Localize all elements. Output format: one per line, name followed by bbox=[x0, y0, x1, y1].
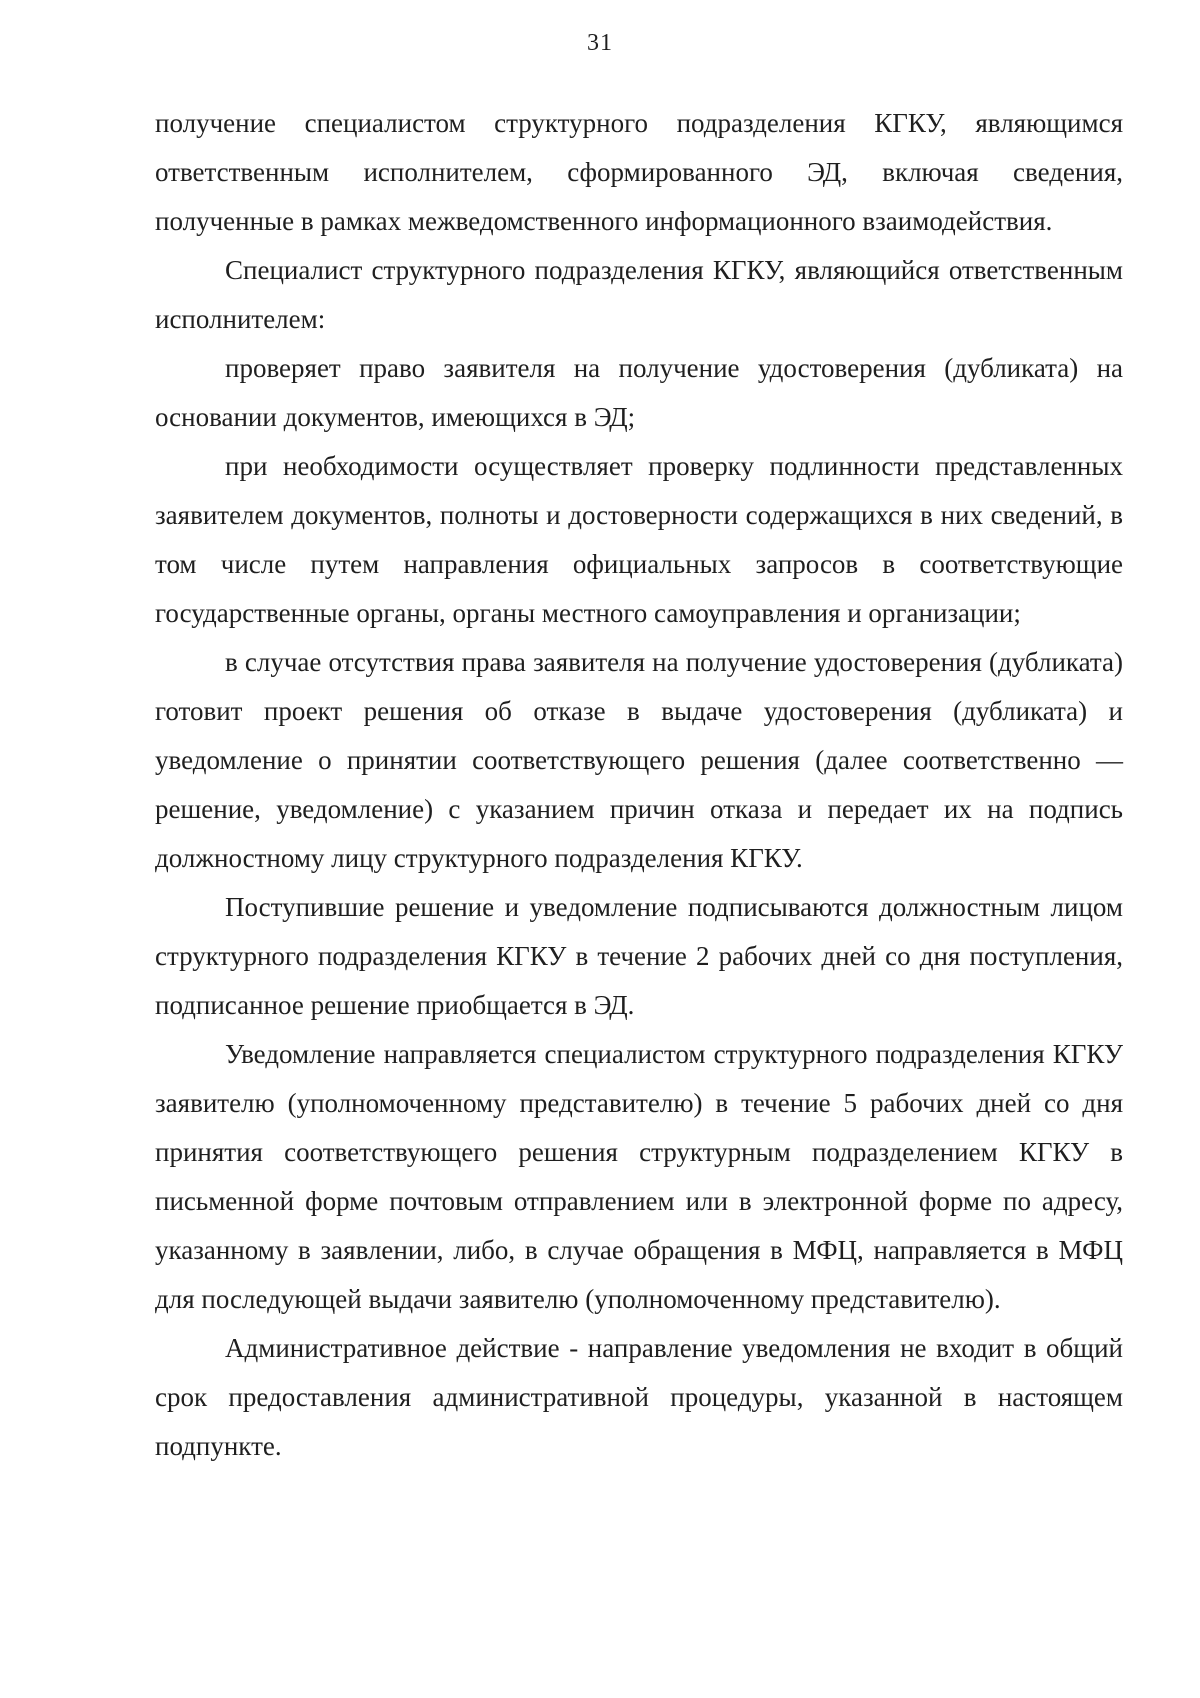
paragraph-7: Уведомление направляется специалистом структурного подразделения КГКУ заявителю (уполномоченному представителю) в течение 5 рабочих дней со дня принятия соответствующего решения структурным подразделением КГКУ в письменной форме почтовым отправлением или в электронной форме по адресу, указанному в заявлении, либо, в случае обращения в МФЦ, направляется в МФЦ для последующей выдачи заявителю (уполномоченному представителю). bbox=[155, 1039, 1123, 1314]
paragraph-8: Административное действие - направление уведомления не входит в общий срок предоставления административной процедуры, указанной в настоящем подпункте. bbox=[155, 1333, 1123, 1461]
document-body bbox=[155, 99, 1123, 1471]
page-number: 31 bbox=[587, 30, 613, 56]
paragraph-6: Поступившие решение и уведомление подписываются должностным лицом структурного подразделения КГКУ в течение 2 рабочих дней со дня поступления, подписанное решение приобщается в ЭД. bbox=[155, 892, 1123, 1020]
paragraph-5: в случае отсутствия права заявителя на получение удостоверения (дубликата) готовит проект решения об отказе в выдаче удостоверения (дубликата) и уведомление о принятии соответствующего решения (далее соответственно — решение, уведомление) с указанием причин отказа и передает их на подпись должностному лицу структурного подразделения КГКУ. bbox=[155, 647, 1123, 873]
paragraph-3: проверяет право заявителя на получение удостоверения (дубликата) на основании документов, имеющихся в ЭД; bbox=[155, 353, 1123, 432]
paragraph-2: Специалист структурного подразделения КГКУ, являющийся ответственным исполнителем: bbox=[155, 255, 1123, 334]
paragraph-1: получение специалистом структурного подразделения КГКУ, являющимся ответственным исполнителем, сформированного ЭД, включая сведения, полученные в рамках межведомственного информационного взаимодействия. bbox=[155, 108, 1123, 236]
paragraph-4: при необходимости осуществляет проверку подлинности представленных заявителем документов, полноты и достоверности содержащихся в них сведений, в том числе путем направления официальных запросов в соответствующие государственные органы, органы местного самоуправления и организации; bbox=[155, 451, 1123, 628]
